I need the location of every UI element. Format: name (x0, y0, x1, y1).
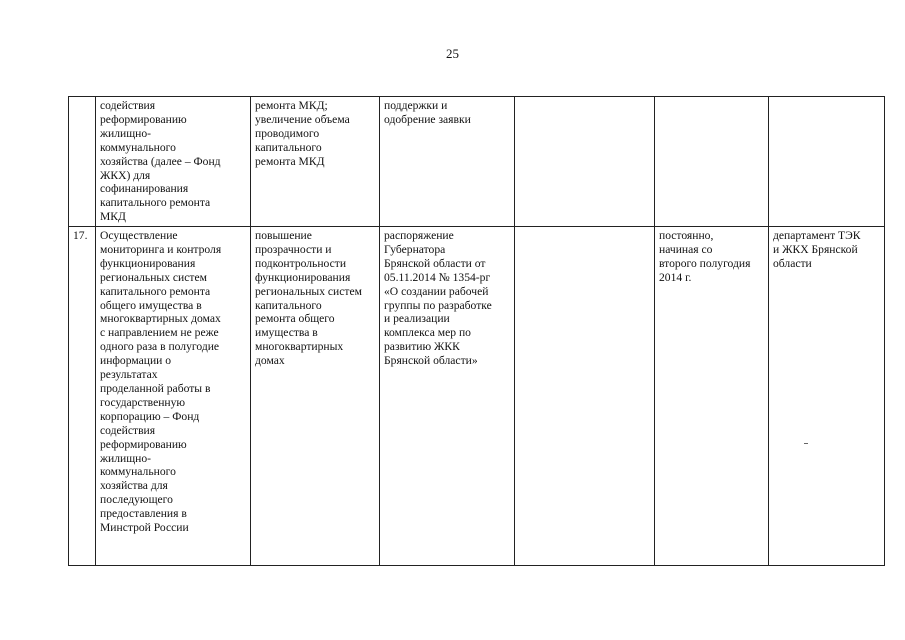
plan-table (68, 96, 885, 566)
empty-cell (515, 97, 655, 227)
measure-cell (96, 227, 251, 566)
page-number: 25 (446, 46, 459, 61)
table-row (69, 97, 885, 227)
responsible-cell (769, 97, 885, 227)
empty-cell (515, 227, 655, 566)
measure-cell (96, 97, 251, 227)
result-text: повышение прозрачности и подконтрольности функционирования региональных систем капитального ремонта общего имущества в многоквартирных домах (255, 229, 362, 368)
row-number: 17. (73, 229, 88, 242)
responsible-text: департамент ТЭК и ЖКХ Брянской области (773, 229, 861, 270)
result-cell (251, 227, 380, 566)
document-text: распоряжение Губернатора Брянской области от 05.11.2014 № 1354-рг «О создании рабочей группы по разработке и реализации комплекса мер по развитию ЖКК Брянской области» (384, 229, 492, 368)
measure-text: Осуществление мониторинга и контроля функционирования региональных систем капитального ремонта общего имущества в многоквартирных домах с направлением не реже одного раза в полугодие информации о результатах проделанной работы в государственную корпорацию – Фонд содействия реформированию жилищно- коммунального хозяйства для последующего предоставления в Минстрой России (100, 229, 222, 535)
scan-mark (804, 443, 808, 444)
row-number-cell (69, 97, 96, 227)
deadline-cell (655, 227, 769, 566)
deadline-cell (655, 97, 769, 227)
document-text: поддержки и одобрение заявки (384, 99, 471, 126)
row-number-cell (69, 227, 96, 566)
document-cell (380, 97, 515, 227)
table-row (69, 227, 885, 566)
measure-text: содействия реформированию жилищно- коммунального хозяйства (далее – Фонд ЖКХ) для софинанирования капитального ремонта МКД (100, 99, 221, 224)
result-text: ремонта МКД; увеличение объема проводимого капитального ремонта МКД (255, 99, 350, 168)
result-cell (251, 97, 380, 227)
document-cell (380, 227, 515, 566)
deadline-text: постоянно, начиная со второго полугодия 2014 г. (659, 229, 751, 284)
responsible-cell (769, 227, 885, 566)
